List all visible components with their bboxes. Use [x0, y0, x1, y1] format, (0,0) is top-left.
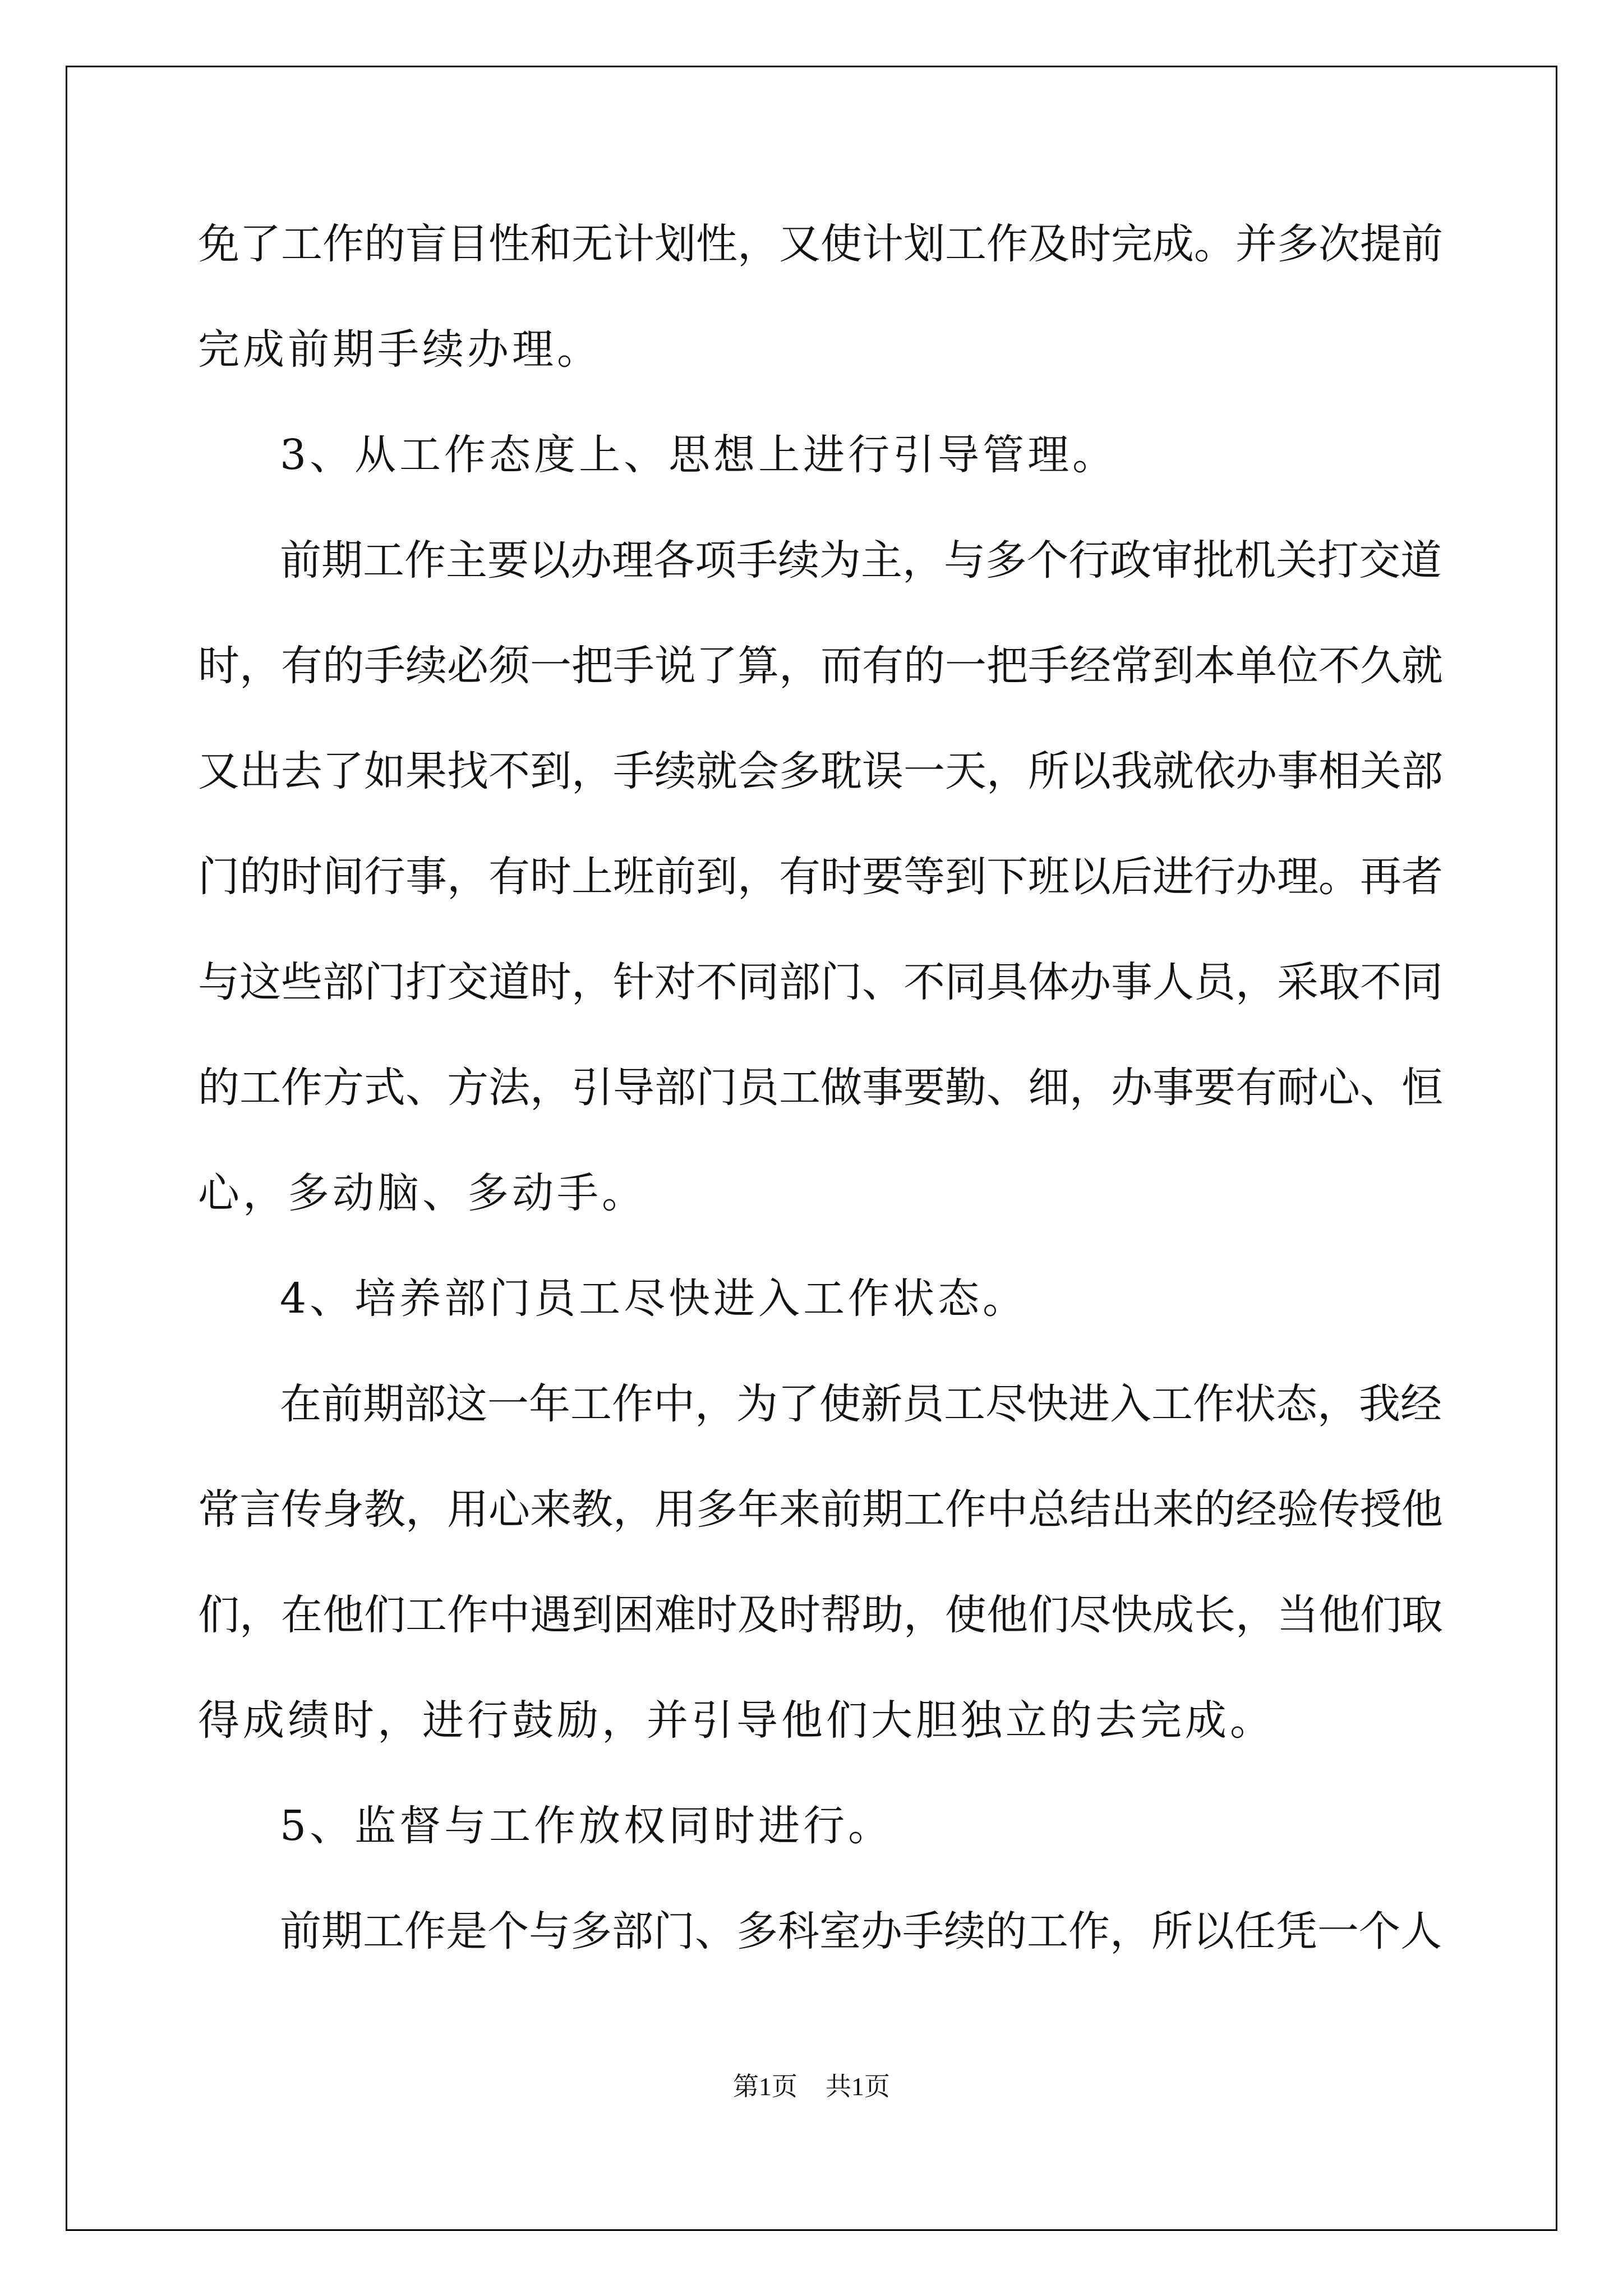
text-line: 时，有的手续必须一把手说了算，而有的一把手经常到本单位不久就 [198, 642, 1443, 690]
text-line: 们，在他们工作中遇到困难时及时帮助，使他们尽快成长，当他们取 [198, 1591, 1443, 1639]
section-heading: 3、从工作态度上、思想上进行引导管理。 [280, 431, 1118, 479]
text-line: 又出去了如果找不到，手续就会多耽误一天，所以我就依办事相关部 [198, 747, 1443, 795]
text-line: 得成绩时，进行鼓励，并引导他们大胆独立的去完成。 [198, 1696, 1275, 1745]
text-line: 心，多动脑、多动手。 [198, 1169, 647, 1217]
text-line: 的工作方式、方法，引导部门员工做事要勤、细，办事要有耐心、恒 [198, 1064, 1443, 1112]
section-heading: 4、培养部门员工尽快进入工作状态。 [280, 1274, 1028, 1323]
page-footer [0, 2064, 1623, 2109]
text-line: 与这些部门打交道时，针对不同部门、不同具体办事人员，采取不同 [198, 958, 1443, 1006]
section-heading: 5、监督与工作放权同时进行。 [280, 1802, 893, 1850]
text-line: 在前期部这一年工作中，为了使新员工尽快进入工作状态，我经 [280, 1380, 1442, 1428]
text-line: 完成前期手续办理。 [198, 325, 602, 374]
text-line: 常言传身教，用心来教，用多年来前期工作中总结出来的经验传授他 [198, 1485, 1443, 1534]
page-total: 共1页 [826, 2072, 890, 2101]
text-line: 免了工作的盲目性和无计划性，又使计划工作及时完成。并多次提前 [198, 220, 1443, 268]
text-line: 前期工作是个与多部门、多科室办手续的工作，所以任凭一个人 [280, 1907, 1442, 1955]
page-number: 第1页 [733, 2072, 797, 2101]
text-line: 门的时间行事，有时上班前到，有时要等到下班以后进行办理。再者 [198, 853, 1443, 901]
text-line: 前期工作主要以办理各项手续为主，与多个行政审批机关打交道 [280, 536, 1442, 585]
